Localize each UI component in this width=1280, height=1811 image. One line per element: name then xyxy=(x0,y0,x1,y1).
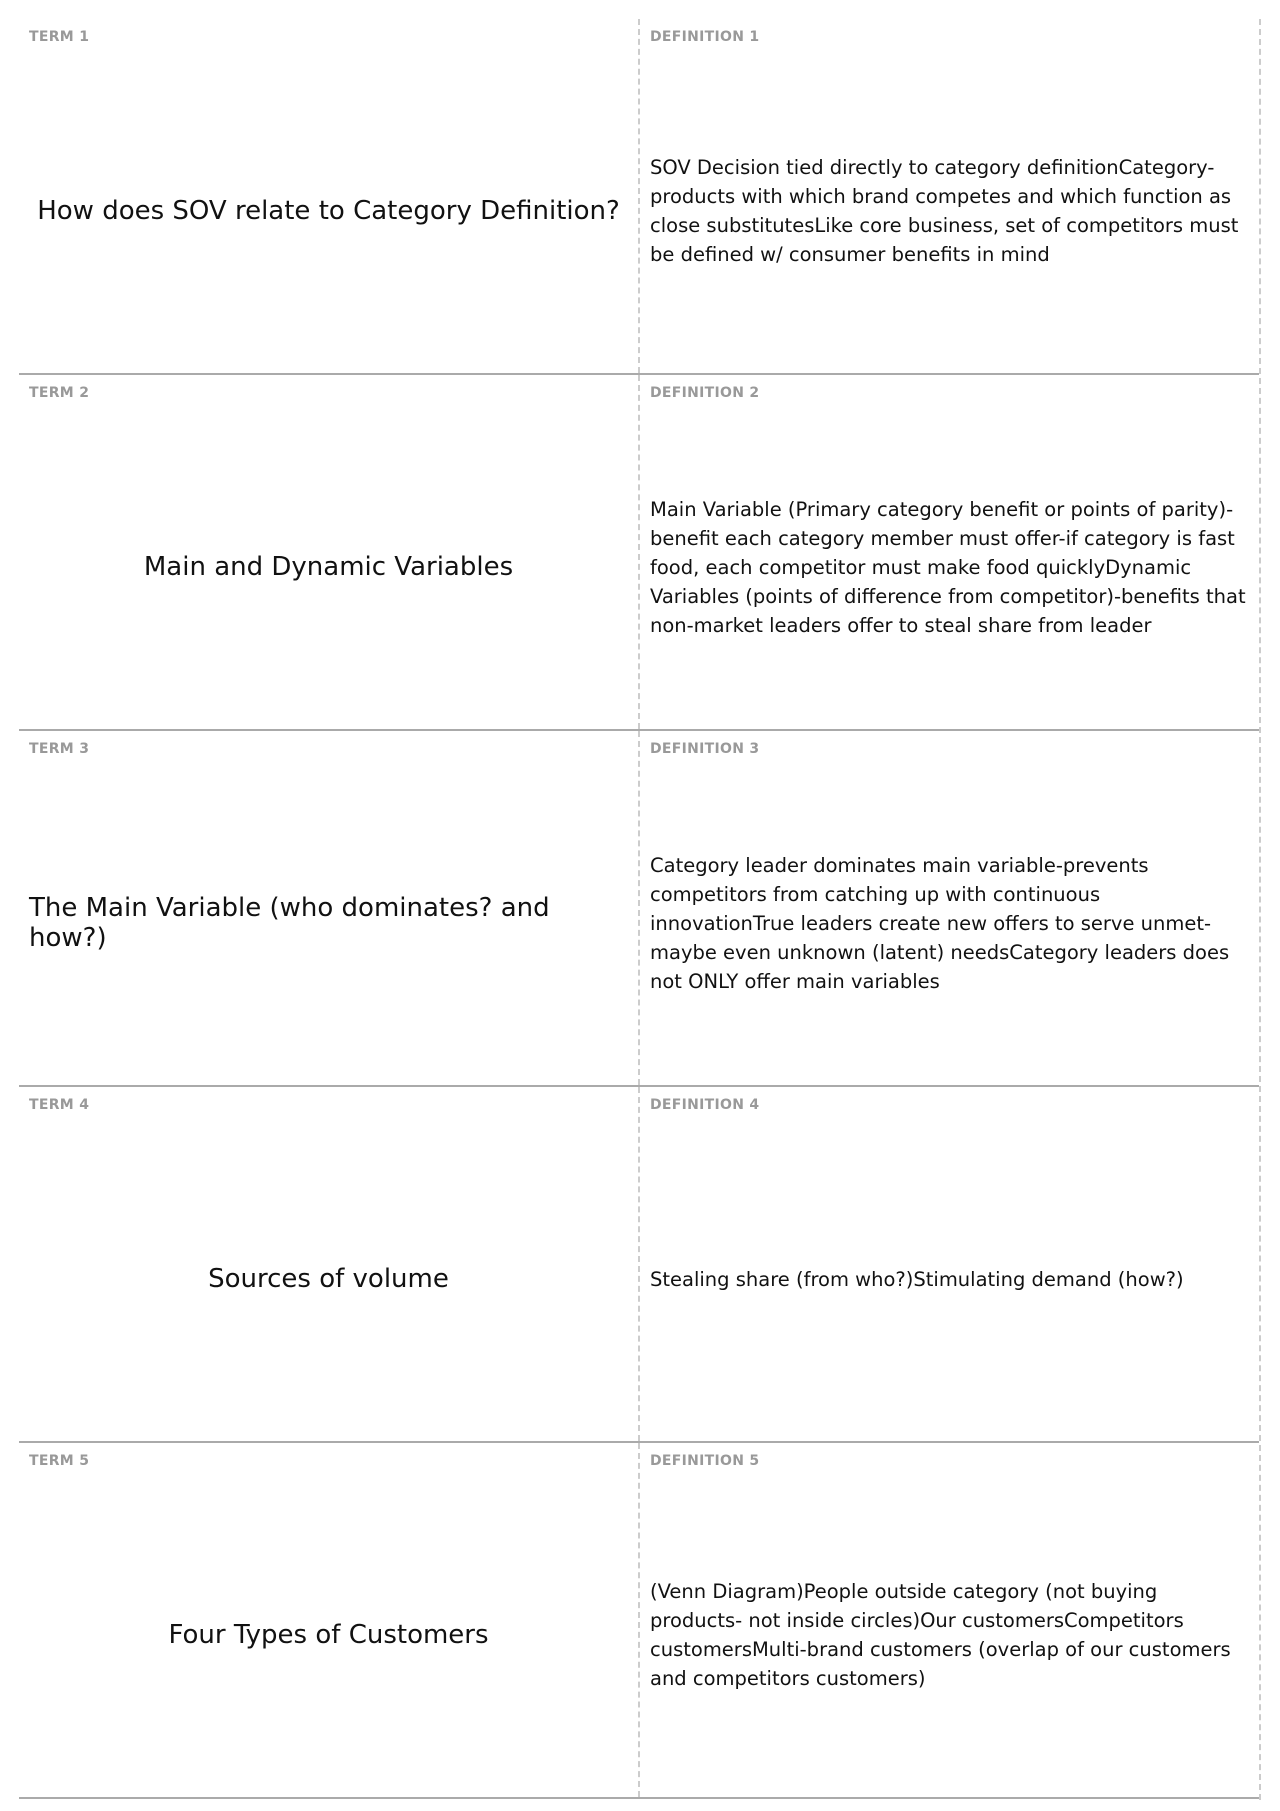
definition-label: DEFINITION 2 xyxy=(650,385,760,401)
flashcard-sheet xyxy=(19,19,1261,1800)
definition-label: DEFINITION 4 xyxy=(650,1097,760,1113)
definition-text: Main Variable (Primary category benefit or points of parity)-benefit each category member must offer-if category is fast food, each competitor must make food quicklyDynamic Variables (points of difference from competitor)-benefits that non-market leaders offer to steal share from leader xyxy=(650,497,1246,637)
definition-cell xyxy=(640,731,1259,1085)
flashcard-row xyxy=(19,1443,1259,1799)
flashcard-row xyxy=(19,19,1259,375)
term-cell xyxy=(19,731,640,1085)
flashcard-row xyxy=(19,731,1259,1087)
term-label: TERM 4 xyxy=(29,1097,90,1113)
definition-cell xyxy=(640,19,1259,373)
term-label: TERM 3 xyxy=(29,741,90,757)
term-text: How does SOV relate to Category Definition? xyxy=(37,196,620,226)
definition-cell xyxy=(640,1087,1259,1441)
term-label: TERM 5 xyxy=(29,1453,90,1469)
term-label: TERM 1 xyxy=(29,29,90,45)
flashcard-row xyxy=(19,375,1259,731)
definition-text: (Venn Diagram)People outside category (not buying products- not inside circles)Our customersCompetitors customersMulti-brand customers (overlap of our customers and competitors customers) xyxy=(650,1580,1231,1690)
definition-cell xyxy=(640,375,1259,729)
term-cell xyxy=(19,19,640,373)
definition-text: Stealing share (from who?)Stimulating demand (how?) xyxy=(650,1267,1184,1291)
term-cell xyxy=(19,375,640,729)
term-text: The Main Variable (who dominates? and how?) xyxy=(29,893,550,953)
term-cell xyxy=(19,1443,640,1797)
term-label: TERM 2 xyxy=(29,385,90,401)
definition-label: DEFINITION 1 xyxy=(650,29,760,45)
term-cell xyxy=(19,1087,640,1441)
definition-cell xyxy=(640,1443,1259,1797)
definition-label: DEFINITION 3 xyxy=(650,741,760,757)
definition-text: Category leader dominates main variable-prevents competitors from catching up with continuous innovationTrue leaders create new offers to serve unmet-maybe even unknown (latent) needsCategory leaders does not ONLY offer main variables xyxy=(650,853,1230,993)
term-text: Sources of volume xyxy=(208,1264,449,1294)
definition-label: DEFINITION 5 xyxy=(650,1453,760,1469)
term-text: Four Types of Customers xyxy=(168,1620,489,1650)
definition-text: SOV Decision tied directly to category definitionCategory-products with which brand competes and which function as close substitutesLike core business, set of competitors must be defined w/ consumer benefits in mind xyxy=(650,156,1239,266)
term-text: Main and Dynamic Variables xyxy=(143,552,514,582)
flashcard-row xyxy=(19,1087,1259,1443)
